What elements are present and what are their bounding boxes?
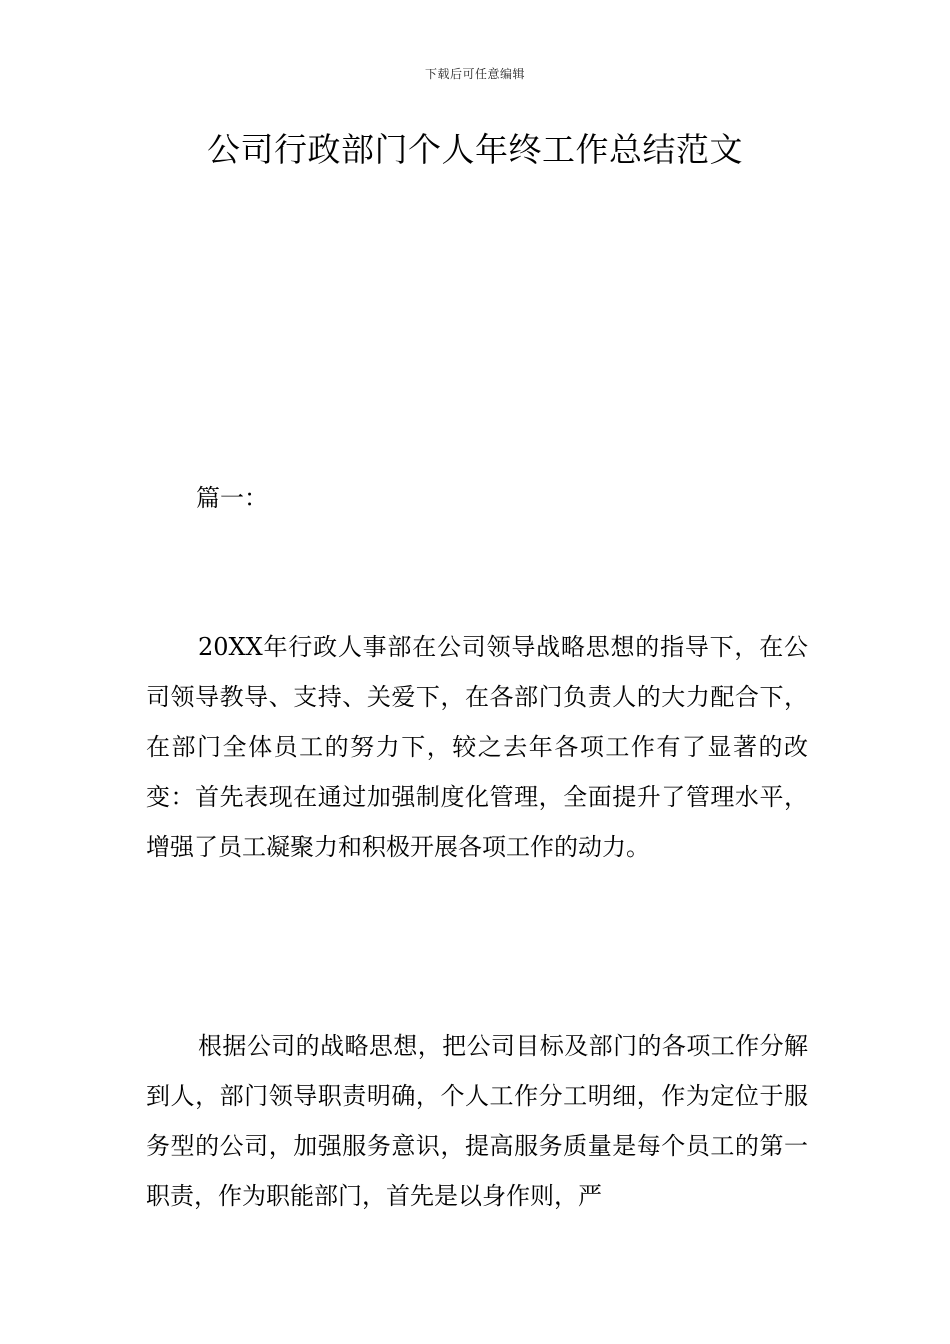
- document-title: 公司行政部门个人年终工作总结范文: [207, 130, 743, 169]
- section-heading: 篇一：: [196, 484, 268, 512]
- body-paragraph-2: 根据公司的战略思想，把公司目标及部门的各项工作分解到人，部门领导职责明确，个人工作分工明细，作为定位于服务型的公司，加强服务意识，提高服务质量是每个员工的第一职责，作为职能部门，首先是以身作则，严: [146, 1032, 808, 1210]
- body-paragraph-1: 20XX年行政人事部在公司领导战略思想的指导下，在公司领导教导、支持、关爱下，在各部门负责人的大力配合下，在部门全体员工的努力下，较之去年各项工作有了显著的改变：首先表现在通过加强制度化管理，全面提升了管理水平，增强了员工凝聚力和积极开展各项工作的动力。: [146, 633, 808, 861]
- header-note: 下载后可任意编辑: [424, 67, 525, 81]
